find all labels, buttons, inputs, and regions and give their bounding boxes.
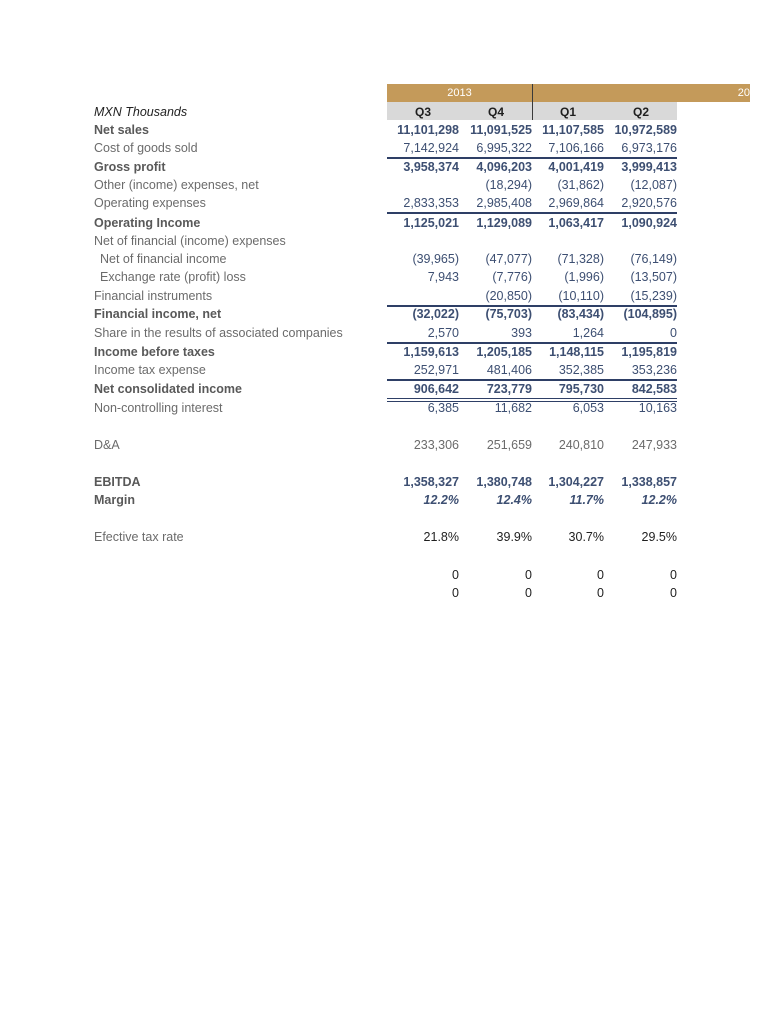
- quarter-header-q4: Q4: [487, 105, 504, 119]
- cell-q1: 0: [597, 586, 604, 600]
- cell-q3: 3,958,374: [403, 160, 459, 174]
- cell-q2: 29.5%: [641, 530, 677, 544]
- row-label: Income before taxes: [94, 345, 215, 359]
- cell-q3: 1,358,327: [403, 475, 459, 489]
- row-operating-expenses: [0, 194, 768, 212]
- cell-q2: 0: [670, 586, 677, 600]
- cell-q3: 2,570: [427, 326, 459, 340]
- cell-q1: (10,110): [558, 289, 604, 303]
- cell-q3: 12.2%: [423, 493, 459, 507]
- row-label: Gross profit: [94, 160, 166, 174]
- cell-q3: 906,642: [413, 382, 459, 396]
- cell-q3: (39,965): [412, 252, 459, 266]
- cell-q2: (15,239): [630, 289, 677, 303]
- cell-q4: 0: [525, 568, 532, 582]
- year-header-next-label: 20: [737, 87, 750, 99]
- cell-q2: 10,163: [638, 401, 677, 415]
- cell-q1: 352,385: [558, 363, 604, 377]
- cell-q2: 842,583: [631, 382, 677, 396]
- cell-q4: 0: [525, 586, 532, 600]
- row-label: EBITDA: [94, 475, 141, 489]
- cell-q2: (104,895): [623, 307, 677, 321]
- row-label: Share in the results of associated companies: [94, 326, 343, 340]
- row-net-sales: [0, 121, 768, 139]
- row-income-tax-expense: [0, 361, 768, 379]
- cell-q2: 0: [670, 568, 677, 582]
- cell-q2: 247,933: [631, 438, 677, 452]
- row-label: Efective tax rate: [94, 530, 184, 544]
- row-check-2: [0, 584, 768, 602]
- row-label: Other (income) expenses, net: [94, 178, 259, 192]
- row-share-associated: [0, 324, 768, 342]
- row-check-1: [0, 566, 768, 584]
- row-net-financial-header: [0, 232, 768, 250]
- cell-q1: 4,001,419: [548, 160, 604, 174]
- cell-q4: 251,659: [486, 438, 532, 452]
- cell-q2: 353,236: [631, 363, 677, 377]
- cell-q2: 1,195,819: [621, 345, 677, 359]
- cell-q2: 1,338,857: [621, 475, 677, 489]
- cell-q1: (1,996): [564, 270, 604, 284]
- cell-q4: (47,077): [485, 252, 532, 266]
- cell-q2: (76,149): [630, 252, 677, 266]
- cell-q1: 2,969,864: [548, 196, 604, 210]
- cell-q4: 4,096,203: [476, 160, 532, 174]
- row-non-controlling-interest: [0, 399, 768, 417]
- cell-q1: 1,304,227: [548, 475, 604, 489]
- cell-q4: 1,205,185: [476, 345, 532, 359]
- row-label: D&A: [94, 438, 120, 452]
- cell-q3: 11,101,298: [397, 123, 459, 137]
- cell-q1: 795,730: [558, 382, 604, 396]
- cell-q3: 7,943: [427, 270, 459, 284]
- cell-q3: 1,125,021: [403, 216, 459, 230]
- cell-q4: 6,995,322: [476, 141, 532, 155]
- row-income-before-taxes: [0, 343, 768, 361]
- row-label: Financial income, net: [94, 307, 222, 321]
- cell-q1: 11.7%: [569, 493, 604, 507]
- row-label: Financial instruments: [94, 289, 213, 303]
- cell-q1: 1,264: [572, 326, 604, 340]
- cell-q1: 1,148,115: [549, 345, 604, 359]
- cell-q2: 2,920,576: [621, 196, 677, 210]
- cell-q4: 39.9%: [496, 530, 532, 544]
- row-financial-instruments: [0, 287, 768, 305]
- row-label: Margin: [94, 493, 135, 507]
- cell-q1: 0: [597, 568, 604, 582]
- row-label: Exchange rate (profit) loss: [100, 270, 246, 284]
- cell-q3: 233,306: [413, 438, 459, 452]
- row-label: Cost of goods sold: [94, 141, 198, 155]
- quarter-header-q2: Q2: [632, 105, 649, 119]
- row-financial-income-net: [0, 305, 768, 323]
- row-label: Non-controlling interest: [94, 401, 223, 415]
- cell-q1: 11,107,585: [542, 123, 604, 137]
- cell-q4: (7,776): [492, 270, 532, 284]
- cell-q1: 240,810: [558, 438, 604, 452]
- unit-label: MXN Thousands: [94, 105, 188, 119]
- cell-q4: 481,406: [486, 363, 532, 377]
- cell-q3: 0: [452, 586, 459, 600]
- cell-q2: (13,507): [630, 270, 677, 284]
- cell-q4: 11,682: [494, 401, 532, 415]
- cell-q4: (75,703): [485, 307, 532, 321]
- row-label: Net consolidated income: [94, 382, 242, 396]
- cell-q4: (18,294): [485, 178, 532, 192]
- cell-q4: 12.4%: [496, 493, 532, 507]
- cell-q1: 1,063,417: [548, 216, 604, 230]
- row-d-and-a: [0, 436, 768, 454]
- cell-q1: (83,434): [557, 307, 604, 321]
- row-margin: [0, 491, 768, 509]
- row-label: Net of financial income: [100, 252, 227, 266]
- unit-label-row: [0, 103, 768, 121]
- row-gross-profit: [0, 158, 768, 176]
- row-net-consolidated-income: [0, 380, 768, 398]
- row-label: Income tax expense: [94, 363, 206, 377]
- cell-q4: 2,985,408: [476, 196, 532, 210]
- year-header-2013: 2013: [387, 84, 532, 102]
- quarter-header-q1: Q1: [559, 105, 576, 119]
- cell-q1: 6,053: [572, 401, 604, 415]
- row-label: Operating expenses: [94, 196, 206, 210]
- cell-q2: 1,090,924: [621, 216, 677, 230]
- row-label: Net of financial (income) expenses: [94, 234, 286, 248]
- row-other-income-expenses: [0, 176, 768, 194]
- cell-q3: 7,142,924: [403, 141, 459, 155]
- row-ebitda: [0, 473, 768, 491]
- cell-q4: 1,129,089: [476, 216, 532, 230]
- cell-q4: 723,779: [486, 382, 532, 396]
- cell-q2: 6,973,176: [621, 141, 677, 155]
- cell-q3: 21.8%: [423, 530, 459, 544]
- cell-q3: 6,385: [427, 401, 459, 415]
- cell-q3: 252,971: [413, 363, 459, 377]
- row-cost-of-goods-sold: [0, 139, 768, 157]
- row-label: Net sales: [94, 123, 149, 137]
- cell-q4: (20,850): [485, 289, 532, 303]
- cell-q2: 0: [670, 326, 677, 340]
- cell-q1: (31,862): [557, 178, 604, 192]
- cell-q2: 12.2%: [641, 493, 677, 507]
- row-exchange-rate: [0, 268, 768, 286]
- quarter-header-q3: Q3: [414, 105, 431, 119]
- row-effective-tax-rate: [0, 528, 768, 546]
- cell-q3: 0: [452, 568, 459, 582]
- cell-q1: (71,328): [557, 252, 604, 266]
- cell-q1: 7,106,166: [548, 141, 604, 155]
- year-header-next: [533, 84, 750, 102]
- row-net-financial-income: [0, 250, 768, 268]
- cell-q4: 1,380,748: [476, 475, 532, 489]
- cell-q2: 10,972,589: [614, 123, 677, 137]
- row-label: Operating Income: [94, 216, 201, 230]
- cell-q2: 3,999,413: [621, 160, 677, 174]
- cell-q4: 11,091,525: [470, 123, 532, 137]
- cell-q3: 1,159,613: [403, 345, 459, 359]
- row-operating-income: [0, 214, 768, 232]
- cell-q4: 393: [511, 326, 532, 340]
- cell-q1: 30.7%: [568, 530, 604, 544]
- cell-q3: (32,022): [412, 307, 459, 321]
- cell-q2: (12,087): [630, 178, 677, 192]
- cell-q3: 2,833,353: [403, 196, 459, 210]
